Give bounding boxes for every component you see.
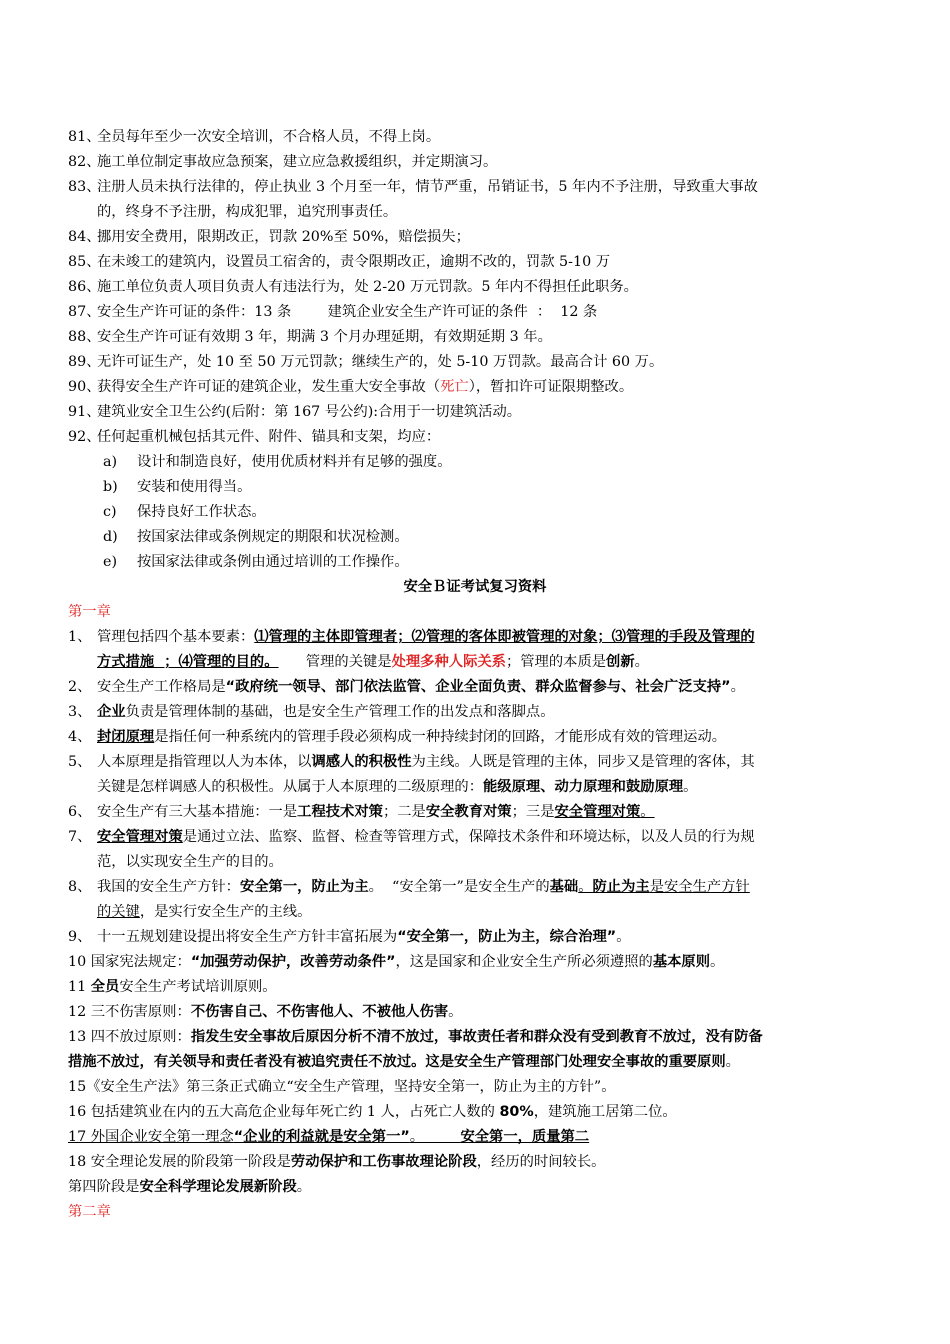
section-title: 安全Ｂ证考试复习资料 — [403, 579, 547, 595]
document-page: 81、 全员每年至少一次安全培训，不合格人员，不得上岗。 82、 施工单位制定事故应急预案，建立应急救援组织，并定期演习。 83、 注册人员未执行法律的，停止执业 3 个月至一年，情节严重，吊销证书，5 年内不予注册，导致重大事故 的，终身不予注册，构成犯罪，追究刑事责任。 84、 挪用安全费用，限期改正，罚款 20%至 50%，赔偿损失； 85、 在未竣工的建筑内，设置员工宿舍的，责令限期改正，逾期不改的，罚款 5-10 万 86、 施工单位负责人项目负责人有违法行为，处 2-20 万元罚款。5 年内不得担任此职务。 87、 安全生产许可证的条件：13 条 建筑企业安全生产许可证的条件 ： 12 条 88、 安全生产许可证有效期 3 年，期满 3 个月办理延期，有效期延期 3 年。 89、 无许可证生产，处 10 至 50 万元罚款；继续生产的，处 5-10 万罚款。最高合计 60 万。 90、 获得安全生产许可证的建筑企业，发生重大安全事故（死亡），暂扣许可证限期整改。 91、 建筑业安全卫生公约(后附：第 167 号公约):合用于一切建筑活动。 92、 任何起重机械包括其元件、附件、锚具和支架，均应： a) 设计和制造良好，使用优质材料并有足够的强度。 b) 安装和使用得当。 c) 保持良好工作状态。 d) 按国家法律或条例规定的期限和状况检测。 e) 按国家法律或条例由通过培训的工作操作。 安全Ｂ证考试复习资料 第一章 1、 管理包括四个基本要素：⑴管理的主体即管理者；⑵管理的客体即被管理的对象；⑶管理的手段及管理的 方式措施 ；⑷管理的目的。 管理的关键是处理多种人际关系；管理的本质是创新。 2、 安全生产工作格局是“政府统一领导、部门依法监管、企业全面负责、群众监督参与、社会广泛支持”。 3、 企业负责是管理体制的基础，也是安全生产管理工作的出发点和落脚点。 4、 封闭原理是指任何一种系统内的管理手段必须构成一种持续封闭的回路，才能形成有效的管理运动。 5、 人本原理是指管理以人为本体，以调感人的积极性为主线。人既是管理的主体，同步又是管理的客体，其 关键是怎样调感人的积极性。从属于人本原理的二级原理的：能级原理、动力原理和鼓励原理。 6、 安全生产有三大基本措施：一是工程技术对策；二是安全教育对策；三是安全管理对策。 7、 安全管理对策是通过立法、监察、监督、检查等管理方式，保障技术条件和环境达标，以及人员的行为规 范，以实现安全生产的目的。 8、 我国的安全生产方针：安全第一，防止为主。 “安全第一”是安全生产的基础。防止为主是安全生产方针 的关键，是实行安全生产的主线。 9、 十一五规划建设提出将安全生产方针丰富拓展为“安全第一，防止为主，综合治理”。 10 国家宪法规定：“加强劳动保护，改善劳动条件”，这是国家和企业安全生产所必须遵照的基本原则。 11 全员安全生产考试培训原则。 12 三不伤害原则：不伤害自己、不伤害他人、不被他人伤害。 13 四不放过原则：指发生安全事故后原因分析不清不放过，事故责任者和群众没有受到教育不放过，没有防备 措施不放过，有关领导和责任者没有被追究责任不放过。这是安全生产管理部门处理安全事故的重要原则。 15《安全生产法》第三条正式确立“安全生产管理，坚持安全第一，防止为主的方针”。 16 包括建筑业在内的五大高危企业每年死亡约 1 人，占死亡人数的 80%，建筑施工居第二位。 17 外国企业安全第一理念“企业的利益就是安全第一”。 安全第一，质量第二 18 安全理论发展的阶段第一阶段是劳动保护和工伤事故理论阶段，经历的时间较长。 第四阶段是安全科学理论发展新阶段。 第二章 — [0, 0, 950, 1344]
chapter-heading: 第一章 — [68, 604, 111, 620]
chapter-heading: 第二章 — [68, 1204, 111, 1220]
